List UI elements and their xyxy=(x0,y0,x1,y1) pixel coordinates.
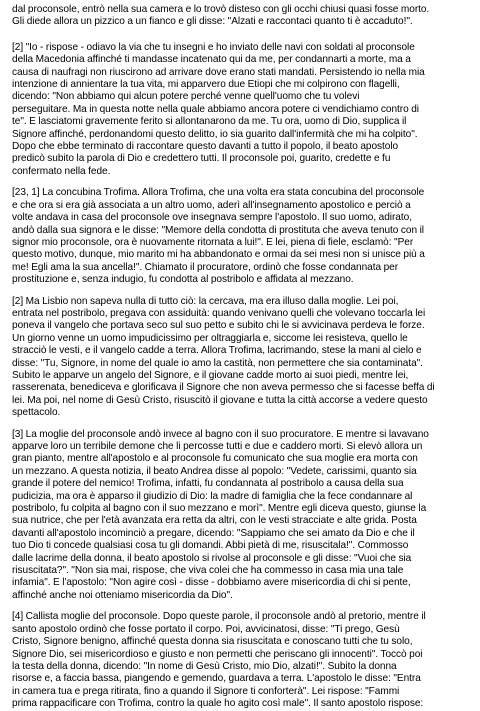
paragraph-23-3-wife-death: [3] La moglie del proconsole andò invece al bagno con il suo procuratore. E mentre si lavavano apparve loro un terribile demone che li percosse tutti e due e caddero morti. Si elevò allora un gran pianto, mentre all'apostolo e al proconsole fu comunicato che sua moglie era morta con un mezzano. A questa notizia, il beato Andrea disse al popolo: "Vedete, carissimi, quanto sia grande il potere del nemico! Trofima, infatti, fu condannata al postribolo a causa della sua pudicizia, ma ora è apparso il giudizio di Dio: la madre di famiglia che la fece condannare al postribolo, fu colpita al bagno con il suo mezzano e morì". Mentre egli diceva questo, giunse la sua nutrice, che per l'età avanzata era retta da altri, con le vesti stracciate e alte grida. Posta davanti all'apostolo incominciò a pregare, dicendo: "Sappiamo che sei amato da Dio e che il tuo Dio ti concede qualsiasi cosa tu gli domandi. Abbi pietà di me, risuscitala!". Commosso dalle lacrime della donna, il beato apostolo si rivolse al proconsole e gli disse: "Vuoi che sia risuscitata?". "Non sia mai, rispose, che viva colei che ha commesso in casa mia una tale infamia". E l'apostolo: "Non agire così - disse - dobbiamo avere misericordia di chi si pente, affinché anche noi otteniamo misericordia da Dio". xyxy=(12,428,429,601)
paragraph-23-1-trofima: [23, 1] La concubina Trofima. Allora Trofima, che una volta era stata concubina del proconsole e che ora si era già associata a un altro uomo, aderì all'insegnamento apostolico e perciò a volte andava in casa del proconsole ove insegnava sempre l'apostolo. Il suo uomo, adirato, andò dalla sua signora e le disse: "Memore della condotta di prostituta che aveva tenuto con il signor mio proconsole, ora è nuovamente ritornata a lui!". E lei, piena di fiele, esclamò: "Per questo motivo, dunque, mio marito mi ha abbandonato e ormai da sei mesi non si unisce più a me! Egli ama la sua ancella!". Chiamato il procuratore, ordinò che fosse condannata per prostituzione e, senza indugio, fu condotta al postribolo e affidata al mezzano. xyxy=(12,187,425,286)
paragraph-23-2-lisbio: [2] Ma Lisbio non sapeva nulla di tutto ciò: la cercava, ma era illuso dalla moglie. Lei poi, entrata nel postribolo, pregava con assiduità: quando venivano quelli che volevano toccarla lei poneva il vangelo che portava seco sul suo petto e subito chi le si avvicinava perdeva le forze. Un giorno venne un uomo impudicissimo per oltraggiarla e, siccome lei resisteva, quello le stracciò le vesti, e il vangelo cadde a terra. Allora Trofima, lacrimando, stese la mani al cielo e disse: "Tu, Signore, in nome del quale io amo la castità, non permettere che sia contaminata". Subito le apparve un angelo del Signore, e il giovane cadde morto ai suoi piedi, mentre lei, rasserenata, benediceva e glorificava il Signore che non aveva permesso che si facesse beffa di lei. Ma poi, nel nome di Gesù Cristo, risuscitò il giovane e tutta la città accorse a vedere questo spettacolo. xyxy=(12,295,435,419)
paragraph-intro: dal proconsole, entrò nella sua camera e lo trovò disteso con gli occhi chiusi quasi fosse morto. Gli diede allora un pizzico a un fianco e gli disse: "Alzati e raccontaci quanto ti è accaduto!". xyxy=(12,4,430,28)
paragraph-2-proconsul-confession: [2] "Io - rispose - odiavo la via che tu insegni e ho inviato delle navi con soldati al proconsole della Macedonia affinché ti mandasse incatenato qui da me, per condannarti a morte, ma a causa di naufragi non riuscirono ad arrivare dove erano stati mandati. Persistendo io nella mia intenzione di annientare la tua vita, mi apparvero due Etiopi che mi colpirono con flagelli, dicendo: "Non abbiamo qui alcun potere perché venne quell'uomo che tu volevi perseguitare. Ma in questa notte nella quale abbiamo ancora potere ci vendichiamo contro di te". E lasciatomi gravemente ferito si allontanarono da me. Tu ora, uomo di Dio, supplica il Signore affinché, perdonandomi questo delitto, io sia guarito dall'infermità che mi ha colpito". Dopo che ebbe terminato di raccontare questo davanti a tutto il popolo, il beato apostolo predicò subito la parola di Dio e credettero tutti. Il proconsole poi, guarito, credette e fu confermato nella fede. xyxy=(12,41,425,177)
paragraph-23-4-callista: [4] Callista moglie del proconsole. Dopo queste parole, il proconsole andò al pretorio, mentre il santo apostolo ordinò che fosse portato il corpo. Poi, avvicinatosi, disse: "Ti prego, Gesù Cristo, Signore benigno, affinché questa donna sia risuscitata e conoscano tutti che tu solo, Signore Dio, sei misericordioso e giusto e non permetti che periscano gli innocenti". Toccò poi la testa della donna, dicendo: "In nome di Gesù Cristo, mio Dio, alzati!". Subito la donna risorse e, a faccia bassa, piangendo e gemendo, guardava a terra. L'apostolo le disse: "Entra in camera tua e prega ritirata, fino a quando il Signore ti conforterà". Lei rispose: "Fammi prima rappacificare con Trofima, contro la quale ho agito così male". Il santo apostolo rispose: xyxy=(12,611,426,710)
